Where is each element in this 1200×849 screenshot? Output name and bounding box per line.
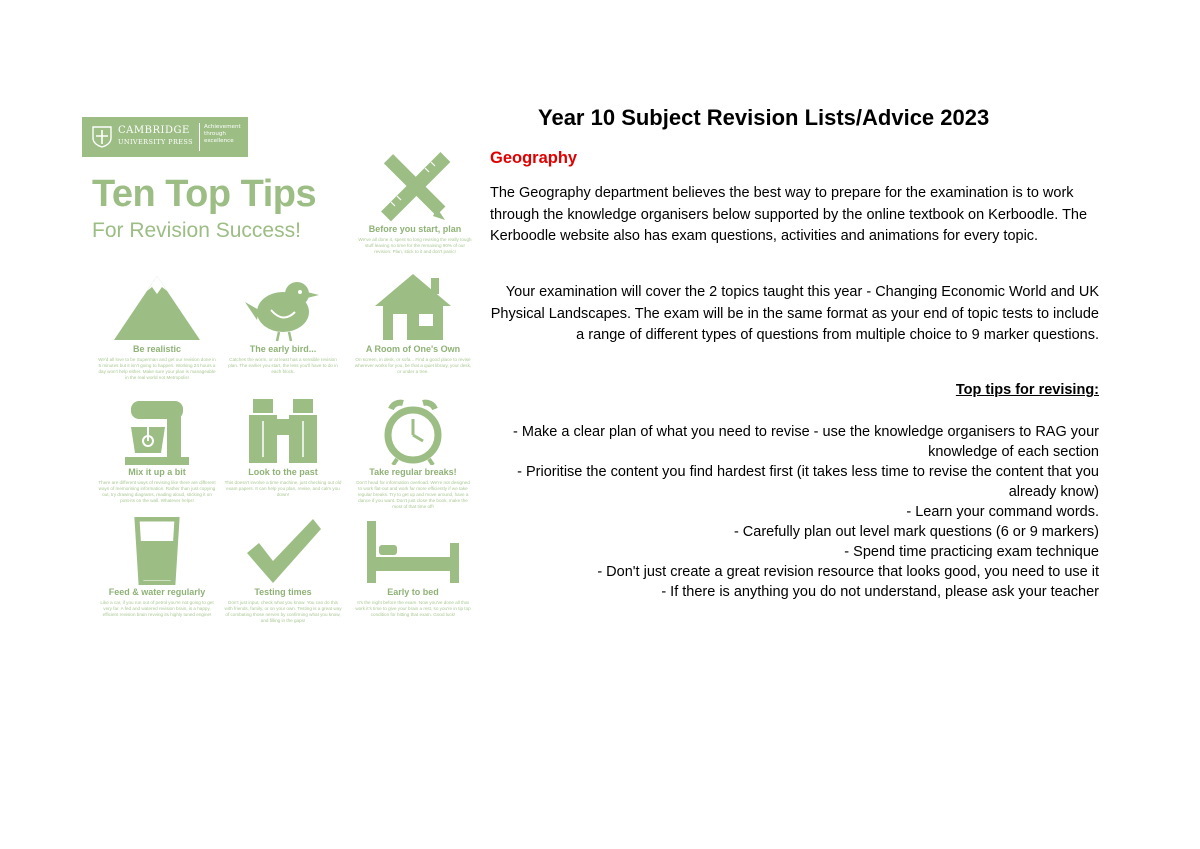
tip-text: It's the night before the exam. Now you've done all that work it's time to give your brain a rest, so you're in tip top condition for hitting that exam. Good luck! xyxy=(355,600,471,617)
tip-label: Mix it up a bit xyxy=(128,467,186,477)
publisher-tagline: Achievement through excellence xyxy=(204,124,241,145)
tip-text: On screen, in desk, or sofa... Find a good place to revise wherever works for you, be that a quiet library, your desk, or under a tree. xyxy=(354,357,472,374)
tip-card xyxy=(350,517,476,618)
tip-card xyxy=(94,272,220,381)
tip-card xyxy=(352,150,478,255)
tip-text: We'd all love to be Superman and get our revision done in 5 minutes but it isn't going to happen. Working 24 hours a day won't help either. Make sure your plan is manageable in the real world not Metropolis! xyxy=(98,357,216,380)
tip-label: Early to bed xyxy=(387,587,439,597)
binoculars-icon xyxy=(243,397,323,465)
revision-tips-poster xyxy=(82,117,480,632)
tip-text: Like a car, if you run out of petrol you're not going to get very far. A fed and watered revision brain, is a happy, efficient revision brain revving its highly tuned engine! xyxy=(100,600,214,617)
checkmark-icon xyxy=(243,517,323,585)
tip-text: There are different ways of revising like there are different ways of memorising information. Rather than just copying out, try drawing diagrams, reading aloud, sticking it on post-its on the wall. Whatever helps! xyxy=(98,480,216,503)
tip-label: Be realistic xyxy=(132,344,182,354)
intro-paragraph: The Geography department believes the best way to prepare for the examination is to work through the knowledge organisers below supported by the online textbook on Kerboodle. The Kerboodle website also has exam questions, activities and animations for every topic. xyxy=(490,185,1088,244)
poster-subtitle: For Revision Success! xyxy=(92,219,301,242)
tips-heading: Top tips for revising: xyxy=(955,382,1099,398)
tip-label: The early bird... xyxy=(249,344,317,354)
tip-text: Catches the worm, or at least has a sensible revision plan. The earlier you start, the less you'll have to do in each block. xyxy=(228,357,338,374)
tip-card xyxy=(94,517,220,618)
list-item: - Don't just create a great revision resource that looks good, you need to use it xyxy=(597,564,1099,580)
mixer-icon xyxy=(117,397,197,465)
tip-label: A Room of One's Own xyxy=(365,344,461,354)
alarm-clock-icon xyxy=(373,397,453,465)
pencil-ruler-icon xyxy=(375,150,455,222)
house-icon xyxy=(373,272,453,342)
publisher-logo xyxy=(82,117,248,157)
revision-tips-list xyxy=(490,422,1099,602)
list-item: - Learn your command words. xyxy=(906,504,1099,520)
publisher-name: CAMBRIDGE xyxy=(118,125,190,136)
mountain-icon xyxy=(112,272,202,342)
tip-label: Testing times xyxy=(254,587,312,597)
poster-title: Ten Top Tips xyxy=(92,173,317,215)
tip-text: We've all done it, spent so long revising the really tough stuff leaving no time for the remaining 90% of our revision. Plan, stick to it and don't panic! xyxy=(358,237,472,254)
logo-divider xyxy=(199,123,200,151)
exam-info-paragraph: Your examination will cover the 2 topics taught this year - Changing Economic World and UK Physical Landscapes. The exam will be in the same format as your end of topic tests to include a range of different types of questions from multiple choice to 9 marker questions. xyxy=(490,284,1099,343)
tip-card xyxy=(220,272,346,375)
tip-card xyxy=(350,397,476,510)
tip-label: Before you start, plan xyxy=(368,224,462,234)
list-item: - Make a clear plan of what you need to revise - use the knowledge organisers to RAG your knowledge of each section xyxy=(513,424,1099,460)
list-item: - Carefully plan out level mark questions (6 or 9 markers) xyxy=(733,524,1099,540)
tip-text: This doesn't involve a time machine, just checking out old exam papers. It can help you plan, revise, and calm you down! xyxy=(224,480,342,497)
tip-card xyxy=(220,397,346,498)
tip-card xyxy=(350,272,476,375)
list-item: - Prioritise the content you find hardest first (it takes less time to revise the content that you already know) xyxy=(517,464,1099,500)
bed-icon xyxy=(365,517,461,585)
glass-of-water-icon xyxy=(117,517,197,585)
tip-label: Feed & water regularly xyxy=(108,587,206,597)
tip-label: Look to the past xyxy=(248,467,318,477)
tip-card xyxy=(220,517,346,624)
subject-heading: Geography xyxy=(490,149,578,167)
tip-text: Don't just input, check what you know. You can do this with friends, family, or on your own. Testing is a great way of combating those nerves by confirming what you know, and filling in the gaps! xyxy=(224,600,342,623)
tip-text: Don't head for information overload. We're not designed to work flat-out and work far more efficiently if we take regular breaks. Try to get up and move around, have a dance if you want. Don't just close the book, make the most of that time off! xyxy=(356,480,470,509)
tip-card xyxy=(94,397,220,504)
page-title: Year 10 Subject Revision Lists/Advice 2023 xyxy=(538,105,990,130)
tip-label: Take regular breaks! xyxy=(369,467,457,477)
bird-icon xyxy=(243,272,323,342)
cambridge-shield-icon xyxy=(92,126,112,148)
list-item: - If there is anything you do not understand, please ask your teacher xyxy=(661,584,1099,600)
publisher-name-sub: UNIVERSITY PRESS xyxy=(118,138,193,146)
list-item: - Spend time practicing exam technique xyxy=(844,544,1099,560)
